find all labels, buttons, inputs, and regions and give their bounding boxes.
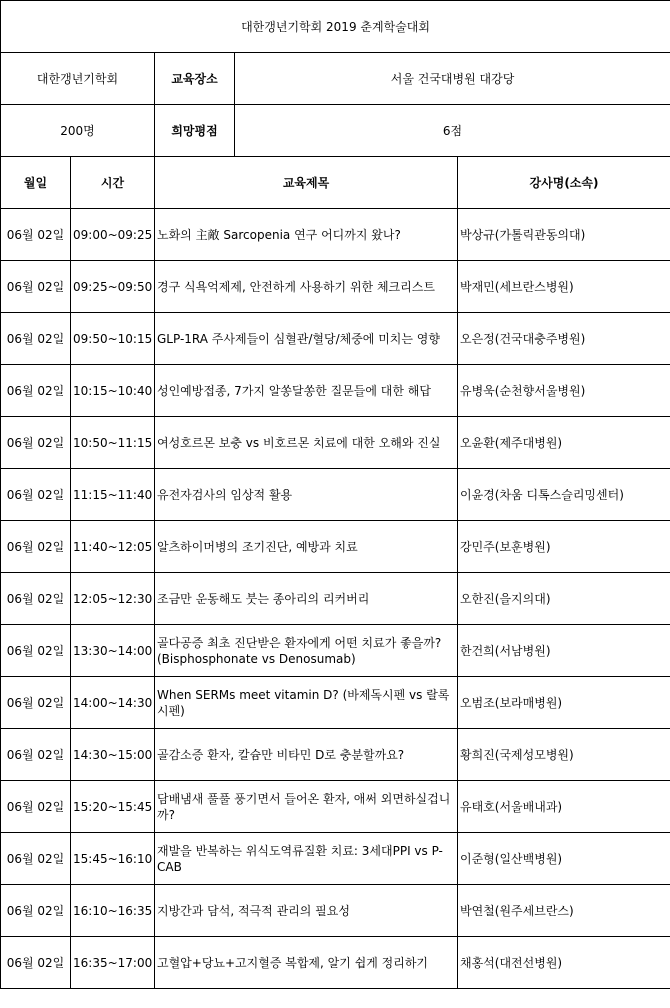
venue-label: 교육장소 xyxy=(155,53,235,105)
cell-date: 06월 02일 xyxy=(1,781,71,833)
points-row xyxy=(1,105,670,157)
cell-date: 06월 02일 xyxy=(1,209,71,261)
cell-date: 06월 02일 xyxy=(1,729,71,781)
title-row xyxy=(1,1,670,53)
column-header-row xyxy=(1,157,670,209)
cell-date: 06월 02일 xyxy=(1,625,71,677)
cell-speaker: 이윤경(차움 디톡스슬리밍센터) xyxy=(458,469,670,521)
cell-speaker: 유병욱(순천향서울병원) xyxy=(458,365,670,417)
cell-topic: 유전자검사의 임상적 활용 xyxy=(155,469,458,521)
cell-date: 06월 02일 xyxy=(1,313,71,365)
cell-date: 06월 02일 xyxy=(1,365,71,417)
table-row xyxy=(1,469,670,521)
cell-speaker: 이준형(일산백병원) xyxy=(458,833,670,885)
cell-speaker: 유태호(서울배내과) xyxy=(458,781,670,833)
cell-topic: 골다공증 최초 진단받은 환자에게 어떤 치료가 좋을까? (Bisphosphonate vs Denosumab) xyxy=(155,625,458,677)
cell-topic: 조금만 운동해도 붓는 종아리의 리커버리 xyxy=(155,573,458,625)
table-row xyxy=(1,937,670,989)
cell-topic: 고혈압+당뇨+고지혈증 복합제, 알기 쉽게 정리하기 xyxy=(155,937,458,989)
header-time: 시간 xyxy=(71,157,155,209)
cell-date: 06월 02일 xyxy=(1,833,71,885)
venue-value: 서울 건국대병원 대강당 xyxy=(235,53,670,105)
cell-topic: 여성호르몬 보충 vs 비호르몬 치료에 대한 오해와 진실 xyxy=(155,417,458,469)
header-topic: 교육제목 xyxy=(155,157,458,209)
cell-topic: 담배냄새 풀풀 풍기면서 들어온 환자, 애써 외면하실겁니까? xyxy=(155,781,458,833)
cell-time: 13:30~14:00 xyxy=(71,625,155,677)
cell-time: 11:40~12:05 xyxy=(71,521,155,573)
table-row xyxy=(1,677,670,729)
cell-date: 06월 02일 xyxy=(1,573,71,625)
cell-topic: GLP-1RA 주사제들이 심혈관/혈당/체중에 미치는 영향 xyxy=(155,313,458,365)
table-row xyxy=(1,781,670,833)
cell-time: 15:20~15:45 xyxy=(71,781,155,833)
document-title: 대한갱년기학회 2019 춘계학술대회 xyxy=(1,1,670,53)
table-row xyxy=(1,833,670,885)
cell-speaker: 박상규(가톨릭관동의대) xyxy=(458,209,670,261)
cell-topic: 지방간과 담석, 적극적 관리의 필요성 xyxy=(155,885,458,937)
cell-date: 06월 02일 xyxy=(1,469,71,521)
table-row xyxy=(1,417,670,469)
cell-time: 15:45~16:10 xyxy=(71,833,155,885)
cell-date: 06월 02일 xyxy=(1,677,71,729)
table-row xyxy=(1,313,670,365)
table-row xyxy=(1,625,670,677)
cell-speaker: 오윤환(제주대병원) xyxy=(458,417,670,469)
cell-time: 11:15~11:40 xyxy=(71,469,155,521)
cell-topic: 경구 식욕억제제, 안전하게 사용하기 위한 체크리스트 xyxy=(155,261,458,313)
header-speaker: 강사명(소속) xyxy=(458,157,670,209)
organizer-value: 대한갱년기학회 xyxy=(1,53,155,105)
cell-time: 10:50~11:15 xyxy=(71,417,155,469)
cell-topic: 성인예방접종, 7가지 알쏭달쏭한 질문들에 대한 해답 xyxy=(155,365,458,417)
cell-date: 06월 02일 xyxy=(1,885,71,937)
table-row xyxy=(1,261,670,313)
cell-topic: 노화의 主敵 Sarcopenia 연구 어디까지 왔나? xyxy=(155,209,458,261)
table-row xyxy=(1,729,670,781)
cell-topic: When SERMs meet vitamin D? (바제독시펜 vs 랄록시펜) xyxy=(155,677,458,729)
cell-topic: 재발을 반복하는 위식도역류질환 치료: 3세대PPI vs P-CAB xyxy=(155,833,458,885)
cell-time: 16:35~17:00 xyxy=(71,937,155,989)
cell-date: 06월 02일 xyxy=(1,261,71,313)
cell-time: 09:00~09:25 xyxy=(71,209,155,261)
points-label: 희망평점 xyxy=(155,105,235,157)
cell-topic: 골감소증 환자, 칼슘만 비타민 D로 충분할까요? xyxy=(155,729,458,781)
cell-speaker: 오범조(보라매병원) xyxy=(458,677,670,729)
cell-speaker: 강민주(보훈병원) xyxy=(458,521,670,573)
table-row xyxy=(1,573,670,625)
cell-time: 14:30~15:00 xyxy=(71,729,155,781)
cell-speaker: 한건희(서남병원) xyxy=(458,625,670,677)
cell-time: 09:25~09:50 xyxy=(71,261,155,313)
table-row xyxy=(1,209,670,261)
schedule-body xyxy=(1,209,670,989)
cell-speaker: 오한진(을지의대) xyxy=(458,573,670,625)
capacity-value: 200명 xyxy=(1,105,155,157)
cell-time: 09:50~10:15 xyxy=(71,313,155,365)
venue-row xyxy=(1,53,670,105)
header-date: 월일 xyxy=(1,157,71,209)
table-row xyxy=(1,365,670,417)
cell-speaker: 황희진(국제성모병원) xyxy=(458,729,670,781)
table-row xyxy=(1,885,670,937)
cell-time: 10:15~10:40 xyxy=(71,365,155,417)
cell-topic: 알츠하이머병의 조기진단, 예방과 치료 xyxy=(155,521,458,573)
cell-speaker: 오은정(건국대충주병원) xyxy=(458,313,670,365)
cell-date: 06월 02일 xyxy=(1,521,71,573)
points-value: 6점 xyxy=(235,105,670,157)
cell-time: 16:10~16:35 xyxy=(71,885,155,937)
cell-date: 06월 02일 xyxy=(1,417,71,469)
cell-time: 12:05~12:30 xyxy=(71,573,155,625)
cell-speaker: 박재민(세브란스병원) xyxy=(458,261,670,313)
cell-speaker: 박연철(원주세브란스) xyxy=(458,885,670,937)
cell-time: 14:00~14:30 xyxy=(71,677,155,729)
cell-speaker: 채홍석(대전선병원) xyxy=(458,937,670,989)
cell-date: 06월 02일 xyxy=(1,937,71,989)
table-row xyxy=(1,521,670,573)
